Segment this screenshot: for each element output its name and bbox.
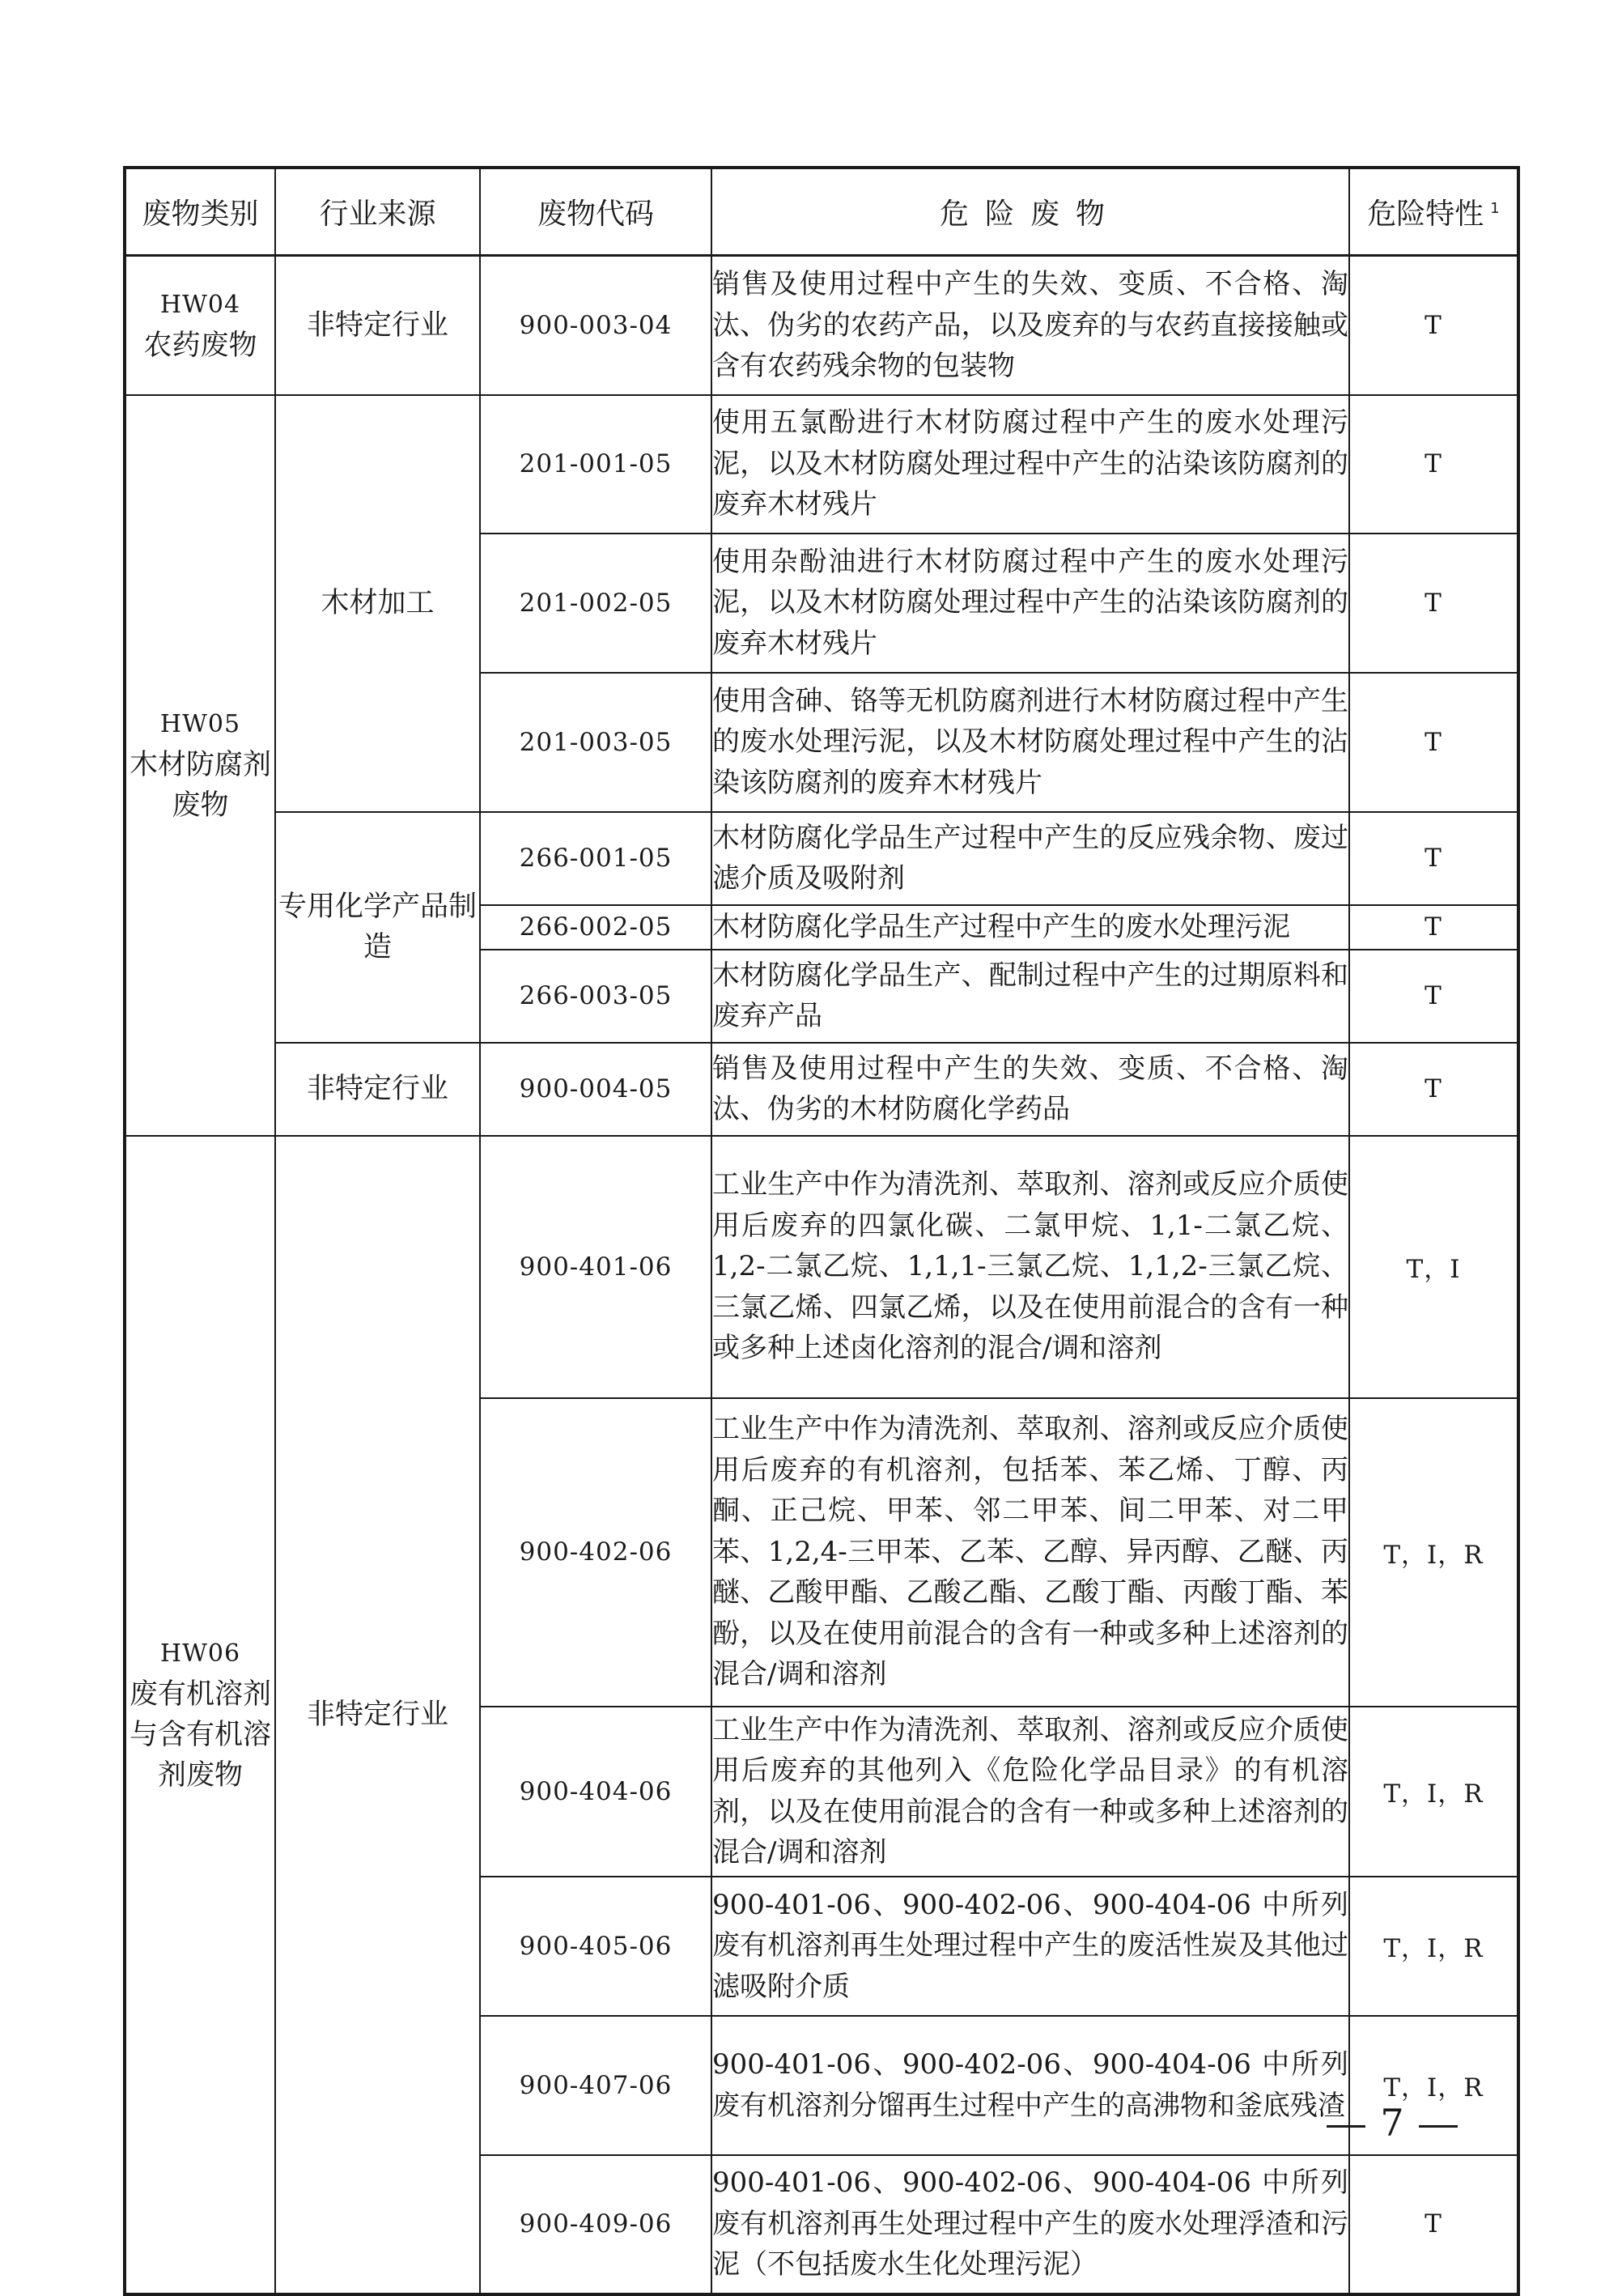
waste-code-cell: 900-407-06	[480, 2016, 711, 2155]
waste-description-cell: 工业生产中作为清洗剂、萃取剂、溶剂或反应介质使用后废弃的其他列入《危险化学品目录》的有机溶剂，以及在使用前混合的含有一种或多种上述溶剂的混合/调和溶剂	[711, 1707, 1349, 1877]
hazardous-waste-table	[123, 166, 1520, 2296]
waste-description-cell: 900-401-06、900-402-06、900-404-06 中所列废有机溶剂再生处理过程中产生的废水处理浮渣和污泥（不包括废水生化处理污泥）	[711, 2155, 1349, 2294]
page-number-value: 7	[1380, 2101, 1404, 2145]
category-code: HW05	[159, 710, 241, 738]
waste-description-cell: 使用含砷、铬等无机防腐剂进行木材防腐过程中产生的废水处理污泥，以及木材防腐处理过程中产生的沾染该防腐剂的废弃木材残片	[711, 673, 1349, 812]
waste-code-cell: 201-002-05	[480, 534, 711, 673]
waste-description-cell: 工业生产中作为清洗剂、萃取剂、溶剂或反应介质使用后废弃的有机溶剂，包括苯、苯乙烯、丁醇、丙酮、正己烷、甲苯、邻二甲苯、间二甲苯、对二甲苯、1,2,4-三甲苯、乙苯、乙醇、异丙醇、乙醚、丙醚、乙酸甲酯、乙酸乙酯、乙酸丁酯、丙酸丁酯、苯酚，以及在使用前混合的含有一种或多种上述溶剂的混合/调和溶剂	[711, 1398, 1349, 1707]
table-row	[125, 1043, 1518, 1136]
hazard-characteristic-cell: T，I，R	[1349, 1877, 1518, 2016]
waste-code-cell: 266-003-05	[480, 950, 711, 1043]
source-cell: 非特定行业	[275, 256, 480, 395]
hazard-characteristic-cell: T，I，R	[1349, 1398, 1518, 1707]
waste-code-cell: 201-003-05	[480, 673, 711, 812]
page-number	[1303, 2101, 1481, 2145]
category-cell	[125, 395, 275, 1136]
waste-description-cell: 900-401-06、900-402-06、900-404-06 中所列废有机溶剂再生处理过程中产生的废活性炭及其他过滤吸附介质	[711, 1877, 1349, 2016]
page-number-dash-left	[1327, 2125, 1365, 2128]
waste-code-cell: 900-401-06	[480, 1136, 711, 1398]
hazard-characteristic-cell: T，I	[1349, 1136, 1518, 1398]
header-description: 危险废物	[711, 168, 1349, 256]
table-body	[125, 256, 1518, 2294]
waste-code-cell: 900-004-05	[480, 1043, 711, 1136]
hazard-characteristic-cell: T	[1349, 534, 1518, 673]
category-code: HW06	[159, 1639, 241, 1668]
table-row	[125, 256, 1518, 395]
waste-code-cell: 900-003-04	[480, 256, 711, 395]
hazard-characteristic-cell: T	[1349, 1043, 1518, 1136]
hazard-characteristic-cell: T，I，R	[1349, 1707, 1518, 1877]
hazard-characteristic-cell: T	[1349, 905, 1518, 950]
header-characteristic	[1349, 168, 1518, 256]
hazard-characteristic-cell: T	[1349, 256, 1518, 395]
hazard-characteristic-cell: T	[1349, 950, 1518, 1043]
table-row	[125, 812, 1518, 905]
header-code: 废物代码	[480, 168, 711, 256]
table-header-row	[125, 168, 1518, 256]
waste-code-cell: 201-001-05	[480, 395, 711, 534]
header-characteristic-label: 危险特性	[1367, 198, 1484, 231]
waste-code-cell: 900-402-06	[480, 1398, 711, 1707]
hazard-characteristic-cell: T	[1349, 673, 1518, 812]
waste-code-cell: 900-409-06	[480, 2155, 711, 2294]
page-number-dash-right	[1419, 2125, 1458, 2128]
waste-code-cell: 266-001-05	[480, 812, 711, 905]
waste-description-cell: 木材防腐化学品生产、配制过程中产生的过期原料和废弃产品	[711, 950, 1349, 1043]
source-cell: 非特定行业	[275, 1043, 480, 1136]
waste-description-cell: 工业生产中作为清洗剂、萃取剂、溶剂或反应介质使用后废弃的四氯化碳、二氯甲烷、1,1-二氯乙烷、1,2-二氯乙烷、1,1,1-三氯乙烷、1,1,2-三氯乙烷、三氯乙烯、四氯乙烯，以及在使用前混合的含有一种或多种上述卤化溶剂的混合/调和溶剂	[711, 1136, 1349, 1398]
source-cell: 专用化学产品制造	[275, 812, 480, 1043]
category-name: 木材防腐剂废物	[129, 749, 271, 822]
waste-description-cell: 木材防腐化学品生产过程中产生的反应残余物、废过滤介质及吸附剂	[711, 812, 1349, 905]
category-cell	[125, 256, 275, 395]
waste-code-cell: 266-002-05	[480, 905, 711, 950]
hazard-characteristic-cell: T	[1349, 2155, 1518, 2294]
hazard-characteristic-cell: T	[1349, 395, 1518, 534]
waste-description-cell: 木材防腐化学品生产过程中产生的废水处理污泥	[711, 905, 1349, 950]
waste-description-cell: 900-401-06、900-402-06、900-404-06 中所列废有机溶剂分馏再生过程中产生的高沸物和釜底残渣	[711, 2016, 1349, 2155]
hazard-characteristic-cell: T，I，R	[1349, 2016, 1518, 2155]
header-category: 废物类别	[125, 168, 275, 256]
waste-description-cell: 销售及使用过程中产生的失效、变质、不合格、淘汰、伪劣的木材防腐化学药品	[711, 1043, 1349, 1136]
hazard-characteristic-cell: T	[1349, 812, 1518, 905]
header-source: 行业来源	[275, 168, 480, 256]
table-row	[125, 1136, 1518, 1398]
category-name: 废有机溶剂与含有机溶剂废物	[129, 1677, 271, 1792]
waste-code-cell: 900-405-06	[480, 1877, 711, 2016]
category-code: HW04	[159, 290, 241, 319]
waste-code-cell: 900-404-06	[480, 1707, 711, 1877]
category-name: 农药废物	[143, 329, 257, 362]
waste-description-cell: 使用杂酚油进行木材防腐过程中产生的废水处理污泥，以及木材防腐处理过程中产生的沾染该防腐剂的废弃木材残片	[711, 534, 1349, 673]
source-cell: 木材加工	[275, 395, 480, 812]
source-cell: 非特定行业	[275, 1136, 480, 2294]
waste-description-cell: 销售及使用过程中产生的失效、变质、不合格、淘汰、伪劣的农药产品，以及废弃的与农药直接接触或含有农药残余物的包装物	[711, 256, 1349, 395]
category-cell	[125, 1136, 275, 2294]
waste-description-cell: 使用五氯酚进行木材防腐过程中产生的废水处理污泥，以及木材防腐处理过程中产生的沾染该防腐剂的废弃木材残片	[711, 395, 1349, 534]
table-row	[125, 395, 1518, 534]
header-characteristic-footnote: 1	[1490, 200, 1500, 217]
